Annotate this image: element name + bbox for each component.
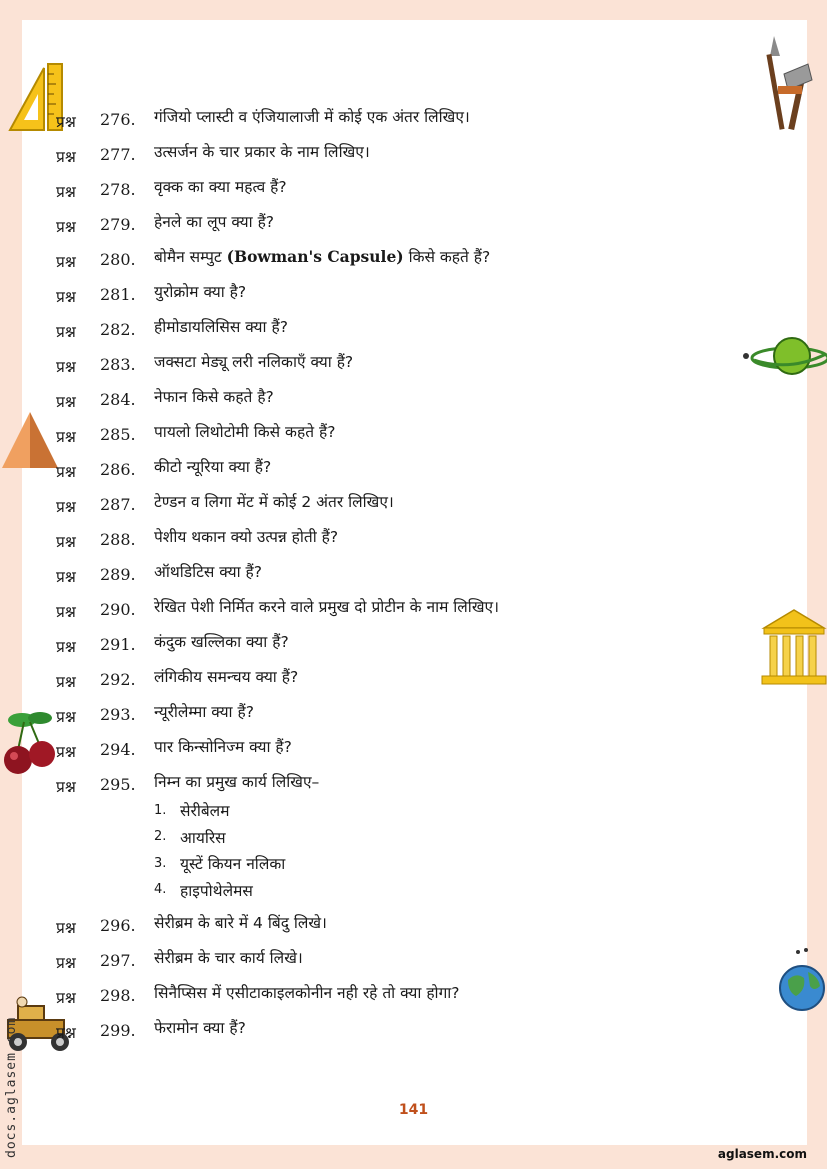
question-prefix: प्रश्न [56,463,76,481]
question-prefix: प्रश्न [56,673,76,691]
question-text: हेनले का लूप क्या हैं? [154,213,275,231]
question-prefix: प्रश्न [56,1024,76,1042]
question-294 [56,733,776,768]
question-277 [56,138,776,173]
question-text: उत्सर्जन के चार प्रकार के नाम लिखिए। [154,143,370,161]
question-296 [56,909,776,944]
question-290 [56,593,776,628]
question-number: 282. [100,320,136,339]
question-291 [56,628,776,663]
question-prefix: प्रश्न [56,148,76,166]
question-text: कंदुक खल्लिका क्या हैं? [154,633,289,651]
question-number: 277. [100,145,136,164]
question-text-part: किसे कहते हैं? [408,248,491,266]
question-text: कीटो न्यूरिया क्या हैं? [154,458,272,476]
globe-icon [776,946,827,1016]
sub-item-text: आयरिस [180,828,226,847]
question-prefix: प्रश्न [56,323,76,341]
question-prefix: प्रश्न [56,393,76,411]
question-number: 287. [100,495,136,514]
question-prefix: प्रश्न [56,428,76,446]
question-281 [56,278,776,313]
question-number: 295. [100,775,136,794]
question-number: 283. [100,355,136,374]
question-284 [56,383,776,418]
question-number: 284. [100,390,136,409]
question-text: सेरीब्रम के बारे में 4 बिंदु लिखे। [154,914,327,932]
question-289 [56,558,776,593]
question-number: 285. [100,425,136,444]
question-prefix: प्रश्न [56,288,76,306]
sub-item-text: सेरीबेलम [180,802,230,821]
question-number: 281. [100,285,136,304]
question-prefix: प्रश्न [56,778,76,796]
question-text: युरोक्रोम क्या है? [154,283,247,301]
sub-item-list [154,797,776,903]
question-text: पायलो लिथोटोमी किसे कहते हैं? [154,423,336,441]
question-number: 291. [100,635,136,654]
question-297 [56,944,776,979]
question-text: लंगिकीय समन्चय क्या हैं? [154,668,299,686]
question-prefix: प्रश्न [56,638,76,656]
question-286 [56,453,776,488]
question-number: 279. [100,215,136,234]
question-text: ऑथडिटिस क्या हैं? [154,563,262,581]
question-text: न्यूरीलेम्मा क्या हैं? [154,703,254,721]
english-term: (Bowman's Capsule) [226,247,404,266]
question-text: टेण्डन व लिगा मेंट में कोई 2 अंतर लिखिए। [154,493,394,511]
question-text: सेरीब्रम के चार कार्य लिखे। [154,949,303,967]
question-number: 289. [100,565,136,584]
sub-item-number: 1. [154,802,167,818]
question-292 [56,663,776,698]
question-299 [56,1014,776,1049]
question-text: हीमोडायलिसिस क्या हैं? [154,318,288,336]
question-number: 278. [100,180,136,199]
question-text-part: बोमैन सम्पुट [154,248,222,266]
question-279 [56,208,776,243]
question-number: 286. [100,460,136,479]
question-number: 292. [100,670,136,689]
question-text: पार किन्सोनिज्म क्या हैं? [154,738,292,756]
question-number: 276. [100,110,136,129]
question-282 [56,313,776,348]
question-prefix: प्रश्न [56,743,76,761]
sub-item-text: यूस्टें कियन नलिका [180,855,286,874]
question-text: निम्न का प्रमुख कार्य लिखिए– [154,773,320,791]
question-278 [56,173,776,208]
question-text: सिनैप्सिस में एसीटाकाइलकोनीन नही रहे तो क्या होगा? [154,984,460,1002]
question-293 [56,698,776,733]
question-prefix: प्रश्न [56,989,76,1007]
question-number: 298. [100,986,136,1005]
question-prefix: प्रश्न [56,183,76,201]
question-prefix: प्रश्न [56,708,76,726]
sub-item [154,850,776,877]
question-287 [56,488,776,523]
question-prefix: प्रश्न [56,533,76,551]
question-prefix: प्रश्न [56,218,76,236]
side-watermark: docs.aglasem.com [4,1016,19,1158]
question-text: वृक्क का क्या महत्व हैं? [154,178,287,196]
question-285 [56,418,776,453]
page-number: 141 [398,1102,429,1118]
question-list [56,103,776,1049]
sub-item-number: 4. [154,882,167,898]
question-prefix: प्रश्न [56,954,76,972]
question-prefix: प्रश्न [56,358,76,376]
question-text: नेफान किसे कहते है? [154,388,274,406]
sub-item [154,797,776,824]
sub-item [154,824,776,851]
question-number: 297. [100,951,136,970]
sub-item [154,877,776,904]
site-credit: aglasem.com [717,1147,807,1161]
question-text: जक्सटा मेड्यू लरी नलिकाएँ क्या हैं? [154,353,354,371]
question-prefix: प्रश्न [56,253,76,271]
question-number: 290. [100,600,136,619]
question-prefix: प्रश्न [56,603,76,621]
question-288 [56,523,776,558]
question-text: फेरामोन क्या हैं? [154,1019,246,1037]
question-298 [56,979,776,1014]
question-text [154,243,776,267]
sub-item-number: 3. [154,855,167,871]
question-283 [56,348,776,383]
question-text: रेखित पेशी निर्मित करने वाले प्रमुख दो प्रोटीन के नाम लिखिए। [154,598,499,616]
question-number: 294. [100,740,136,759]
question-prefix: प्रश्न [56,568,76,586]
pyramid-icon [0,410,60,470]
question-number: 280. [100,250,136,269]
question-276 [56,103,776,138]
sub-item-text: हाइपोथेलेमस [180,881,253,900]
question-text: पेशीय थकान क्यो उत्पन्न होती हैं? [154,528,339,546]
question-number: 299. [100,1021,136,1040]
question-number: 296. [100,916,136,935]
question-prefix: प्रश्न [56,113,76,131]
question-text: गंजियो प्लास्टी व एंजियालाजी में कोई एक अंतर लिखिए। [154,108,470,126]
sub-item-number: 2. [154,829,167,845]
cherries-icon [0,706,60,780]
question-280 [56,243,776,278]
question-number: 293. [100,705,136,724]
question-prefix: प्रश्न [56,498,76,516]
question-number: 288. [100,530,136,549]
question-prefix: प्रश्न [56,919,76,937]
